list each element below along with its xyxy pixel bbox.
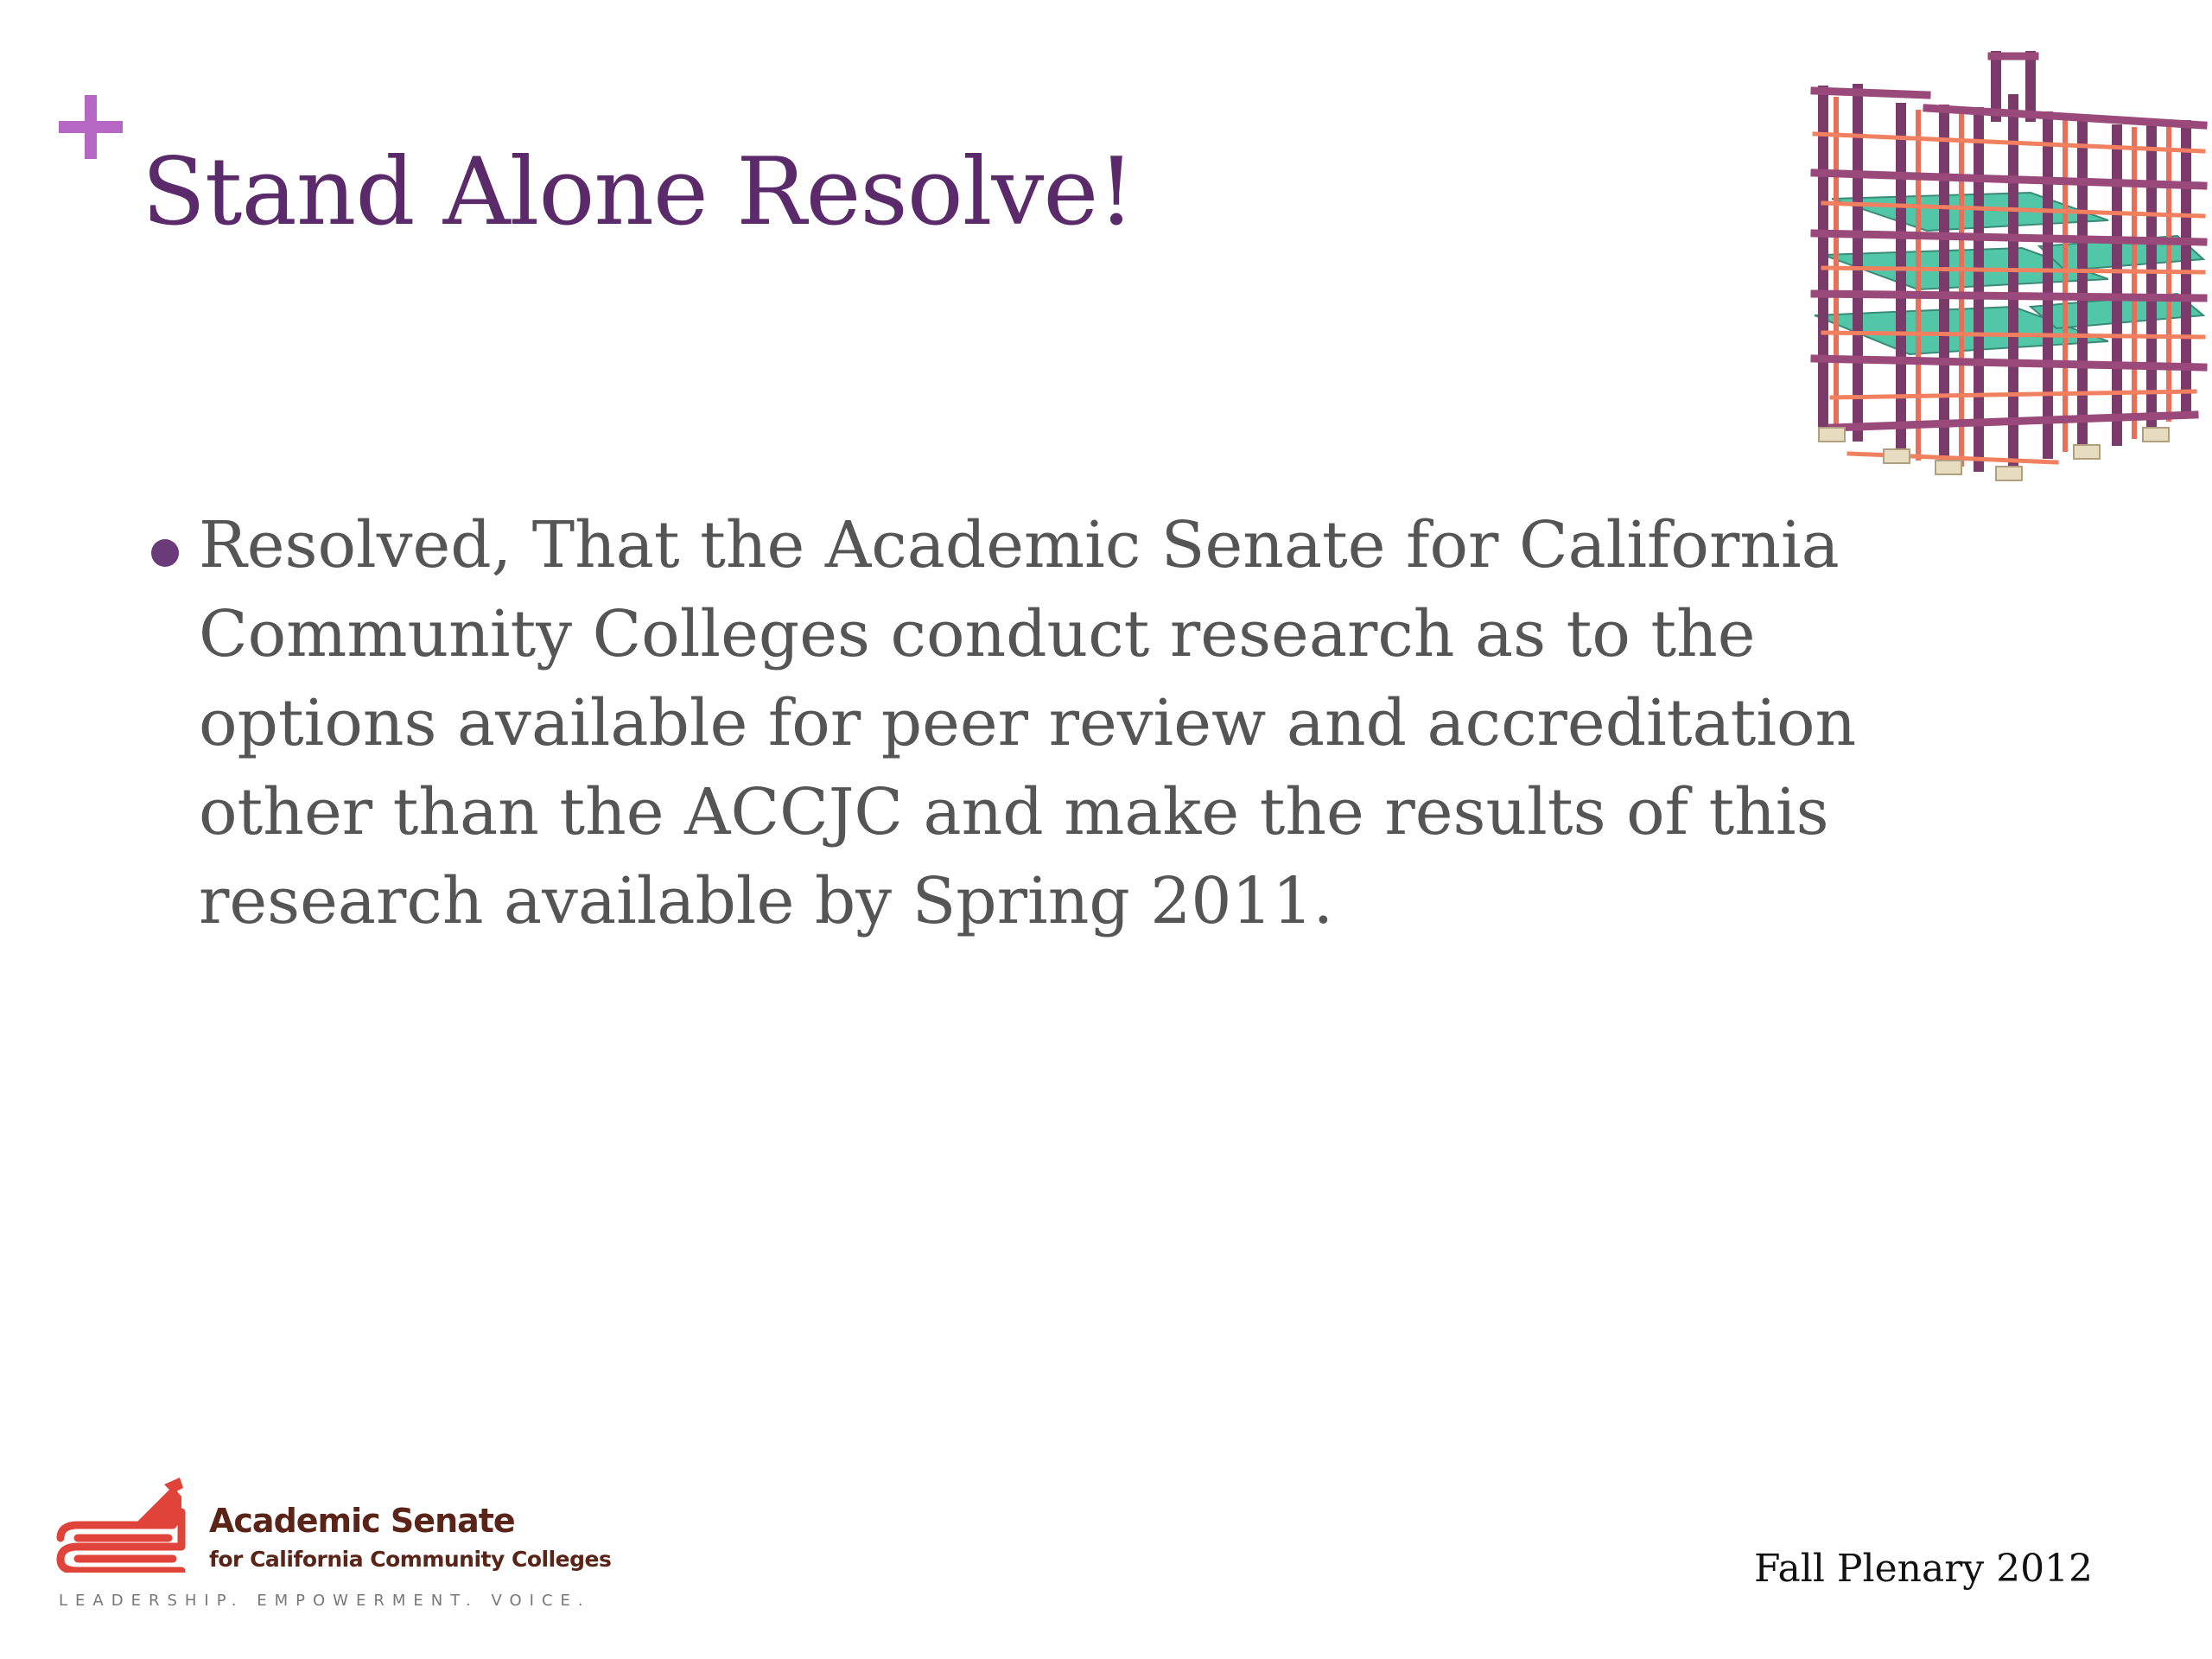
academic-senate-logo [52,1478,612,1616]
bullet-list [151,501,1983,946]
logo-subtitle: for California Community Colleges [209,1547,612,1572]
plus-icon [59,95,123,159]
bullet-item [151,501,1983,946]
logo-tagline: LEADERSHIP. EMPOWERMENT. VOICE. [59,1592,591,1610]
bullet-text: Resolved, That the Academic Senate for California Community Colleges conduct research as to the options available for peer review and accreditation other than the ACCJC and make the results of this research available by Spring 2011. [199,508,1857,938]
bullet-dot-icon [151,539,179,567]
building-frame-illustration [1797,48,2212,488]
senate-logo-mark [52,1478,190,1573]
slide-title: Stand Alone Resolve! [142,138,1135,246]
footer-text: Fall Plenary 2012 [1754,1547,2094,1591]
logo-name: Academic Senate [209,1502,515,1540]
